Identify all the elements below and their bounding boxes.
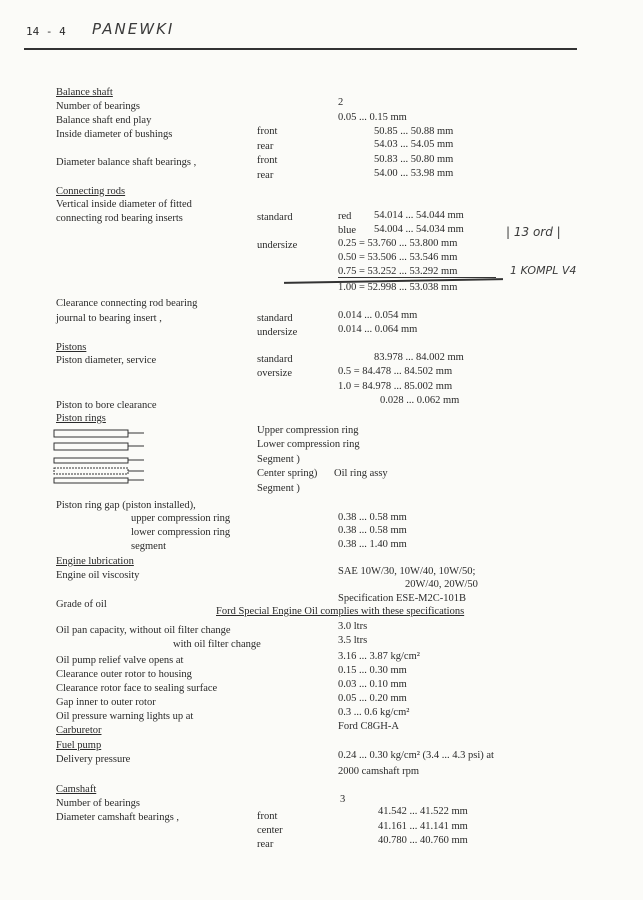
ring-label: Lower compression ring — [257, 439, 360, 450]
spec-value: SAE 10W/30, 10W/40, 10W/50; — [338, 566, 476, 577]
spec-value: 0.5 = 84.478 ... 84.502 mm — [338, 366, 453, 377]
spec-label: Diameter balance shaft bearings , — [56, 157, 197, 168]
ford-note: Ford Special Engine Oil complies with these specifications — [216, 606, 465, 617]
spec-position: standard — [257, 354, 293, 365]
spec-color: blue — [338, 225, 357, 236]
spec-label: Piston to bore clearance — [56, 400, 157, 411]
spec-position: rear — [257, 141, 274, 152]
spec-value: 0.50 = 53.506 ... 53.546 mm — [338, 252, 458, 263]
ring-label: Oil ring assy — [334, 468, 388, 479]
spec-value: 0.38 ... 1.40 mm — [338, 539, 407, 550]
spec-value: 2000 camshaft rpm — [338, 766, 420, 777]
spec-value: 3.5 ltrs — [338, 635, 368, 646]
section-title-balance-shaft: Balance shaft — [56, 87, 113, 98]
spec-position: undersize — [257, 327, 298, 338]
spec-label: lower compression ring — [131, 527, 231, 538]
ring-upper-compression — [54, 430, 128, 437]
spec-label: Balance shaft end play — [56, 115, 152, 126]
spec-value: 54.03 ... 54.05 mm — [374, 139, 454, 150]
ring-label: Segment ) — [257, 454, 300, 465]
spec-position: rear — [257, 170, 274, 181]
spec-value: Ford C8GH-A — [338, 721, 399, 732]
spec-position: standard — [257, 212, 293, 223]
spec-value: 41.161 ... 41.141 mm — [378, 821, 468, 832]
spec-label: Clearance connecting rod bearing — [56, 298, 198, 309]
spec-value: 0.38 ... 0.58 mm — [338, 512, 407, 523]
page-number: 14 - 4 — [26, 25, 66, 38]
ring-segment — [54, 458, 128, 463]
spec-label: Oil pump relief valve opens at — [56, 655, 184, 666]
section-title-connecting-rods: Connecting rods — [56, 186, 126, 197]
spec-label: upper compression ring — [131, 513, 231, 524]
spec-position: front — [257, 811, 278, 822]
spec-value: 40.780 ... 40.760 mm — [378, 835, 468, 846]
spec-label: Vertical inside diameter of fitted — [56, 199, 192, 210]
spec-label: Clearance outer rotor to housing — [56, 669, 192, 680]
spec-value: 0.03 ... 0.10 mm — [338, 679, 407, 690]
section-title-carburetor: Carburetor — [56, 725, 102, 736]
spec-value: 2 — [338, 97, 344, 108]
spec-position: front — [257, 126, 278, 137]
spec-value: 0.014 ... 0.064 mm — [338, 324, 418, 335]
spec-position: center — [257, 825, 283, 836]
ring-lower-compression — [54, 443, 128, 450]
spec-label: Number of bearings — [56, 798, 140, 809]
ring-center-spring — [54, 468, 128, 474]
spec-value: 3.0 ltrs — [338, 621, 368, 632]
spec-label: Oil pan capacity, without oil filter change — [56, 625, 231, 636]
spec-label: journal to bearing insert , — [56, 313, 162, 324]
spec-value: 83.978 ... 84.002 mm — [374, 352, 464, 363]
handwritten-note: | 13 ord | — [506, 225, 561, 239]
spec-value: 50.85 ... 50.88 mm — [374, 126, 454, 137]
spec-label: segment — [131, 541, 166, 552]
spec-position: rear — [257, 839, 274, 850]
spec-color: red — [338, 211, 352, 222]
spec-value: 1.0 = 84.978 ... 85.002 mm — [338, 381, 453, 392]
spec-value: 0.014 ... 0.054 mm — [338, 310, 418, 321]
spec-value: 54.004 ... 54.034 mm — [374, 224, 464, 235]
ring-segment — [54, 478, 128, 483]
spec-position: undersize — [257, 240, 298, 251]
spec-label: Oil pressure warning lights up at — [56, 711, 194, 722]
spec-label: Piston diameter, service — [56, 355, 157, 366]
spec-label: Gap inner to outer rotor — [56, 697, 156, 708]
spec-value: 20W/40, 20W/50 — [405, 579, 478, 590]
spec-label: Engine oil viscosity — [56, 570, 140, 581]
spec-value: 0.24 ... 0.30 kg/cm² (3.4 ... 4.3 psi) at — [338, 750, 494, 761]
spec-value: Specification ESE-M2C-101B — [338, 593, 467, 604]
handwritten-note-text: 13 ord — [513, 225, 553, 239]
spec-value: 0.38 ... 0.58 mm — [338, 525, 407, 536]
spec-position: oversize — [257, 368, 292, 379]
ring-label: Segment ) — [257, 483, 300, 494]
spec-value: 0.25 = 53.760 ... 53.800 mm — [338, 238, 458, 249]
spec-value: 1.00 = 52.998 ... 53.038 mm — [338, 282, 458, 293]
section-title-engine-lubrication: Engine lubrication — [56, 556, 134, 567]
spec-value: 0.3 ... 0.6 kg/cm² — [338, 707, 410, 718]
spec-label: connecting rod bearing inserts — [56, 213, 183, 224]
spec-value: 50.83 ... 50.80 mm — [374, 154, 454, 165]
spec-position: front — [257, 155, 278, 166]
spec-value: 0.05 ... 0.20 mm — [338, 693, 407, 704]
section-title-pistons: Pistons — [56, 342, 87, 353]
spec-value: 3.16 ... 3.87 kg/cm² — [338, 651, 420, 662]
spec-value: 41.542 ... 41.522 mm — [378, 806, 468, 817]
handwritten-title: PANEWKI — [92, 20, 175, 38]
spec-label: Inside diameter of bushings — [56, 129, 173, 140]
handwritten-note: 1 KOMPL V4 — [510, 264, 577, 277]
header-rule — [24, 48, 577, 50]
spec-label: Piston ring gap (piston installed), — [56, 500, 196, 511]
spec-value: 54.00 ... 53.98 mm — [374, 168, 454, 179]
spec-position: standard — [257, 313, 293, 324]
spec-label: with oil filter change — [173, 639, 261, 650]
ring-label: Upper compression ring — [257, 425, 359, 436]
piston-ring-diagram — [52, 428, 152, 496]
spec-label: Grade of oil — [56, 599, 107, 610]
spec-value: 0.028 ... 0.062 mm — [380, 395, 460, 406]
spec-value: 54.014 ... 54.044 mm — [374, 210, 464, 221]
spec-value: 3 — [340, 794, 346, 805]
ring-label: Center spring) — [257, 468, 318, 479]
spec-value: 0.15 ... 0.30 mm — [338, 665, 407, 676]
spec-label: Diameter camshaft bearings , — [56, 812, 180, 823]
spec-label: Delivery pressure — [56, 754, 131, 765]
section-title-camshaft: Camshaft — [56, 784, 97, 795]
section-title-piston-rings: Piston rings — [56, 413, 106, 424]
spec-value: 0.75 = 53.252 ... 53.292 mm — [338, 266, 458, 277]
section-title-fuel-pump: Fuel pump — [56, 740, 102, 751]
spec-label: Number of bearings — [56, 101, 140, 112]
spec-value: 0.05 ... 0.15 mm — [338, 112, 407, 123]
spec-label: Clearance rotor face to sealing surface — [56, 683, 218, 694]
